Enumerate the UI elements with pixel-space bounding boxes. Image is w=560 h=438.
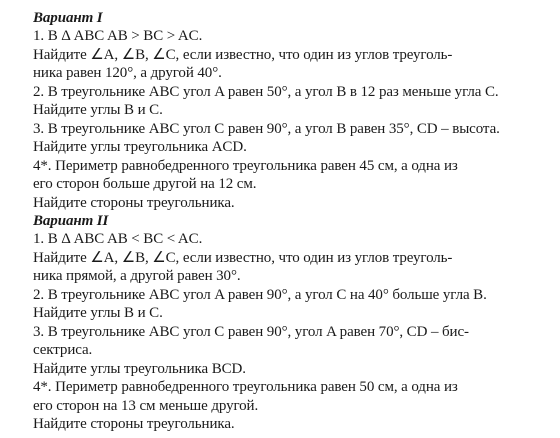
v2-task-2: 2. В треугольнике ABC угол A равен 90°, а угол C на 40° больше угла B. [33, 286, 487, 303]
v2-task-1: 1. В Δ ABC AB < BC < AC. [33, 231, 203, 248]
v2-task-4-cont: его сторон на 13 см меньше другой. [33, 397, 259, 414]
v2-task-1-question: Найдите ∠A, ∠B, ∠C, если известно, что один из углов треуголь- [33, 249, 453, 266]
v2-task-3-question: Найдите углы треугольника BCD. [33, 360, 246, 377]
variant-2-heading: Вариант II [33, 213, 109, 229]
v1-task-4-cont: его сторон больше другой на 12 см. [33, 176, 257, 193]
v2-task-2-question: Найдите углы B и C. [33, 305, 163, 322]
v1-task-2: 2. В треугольнике ABC угол A равен 50°, а угол B в 12 раз меньше угла C. [33, 83, 499, 100]
v1-task-1-question-cont: ника равен 120°, а другой 40°. [33, 65, 222, 82]
v2-task-3: 3. В треугольнике ABC угол C равен 90°, угол A равен 70°, CD – бис- [33, 323, 469, 340]
v1-task-4-question: Найдите стороны треугольника. [33, 194, 235, 211]
v1-task-1-question: Найдите ∠A, ∠B, ∠C, если известно, что один из углов треуголь- [33, 46, 453, 63]
v1-task-3: 3. В треугольнике ABC угол C равен 90°, а угол B равен 35°, CD – высота. [33, 120, 500, 137]
v1-task-3-question: Найдите углы треугольника ACD. [33, 139, 247, 156]
variant-1-heading: Вариант I [33, 10, 103, 26]
v2-task-3-cont: сектриса. [33, 342, 93, 359]
v1-task-2-question: Найдите углы B и C. [33, 102, 163, 119]
v1-task-1: 1. В Δ ABC AB > BC > AC. [33, 28, 203, 45]
v1-task-4: 4*. Периметр равнобедренного треугольника равен 45 см, а одна из [33, 157, 458, 174]
v2-task-1-question-cont: ника прямой, а другой равен 30°. [33, 268, 241, 285]
v2-task-4-question: Найдите стороны треугольника. [33, 416, 235, 432]
v2-task-4: 4*. Периметр равнобедренного треугольника равен 50 см, а одна из [33, 379, 458, 396]
